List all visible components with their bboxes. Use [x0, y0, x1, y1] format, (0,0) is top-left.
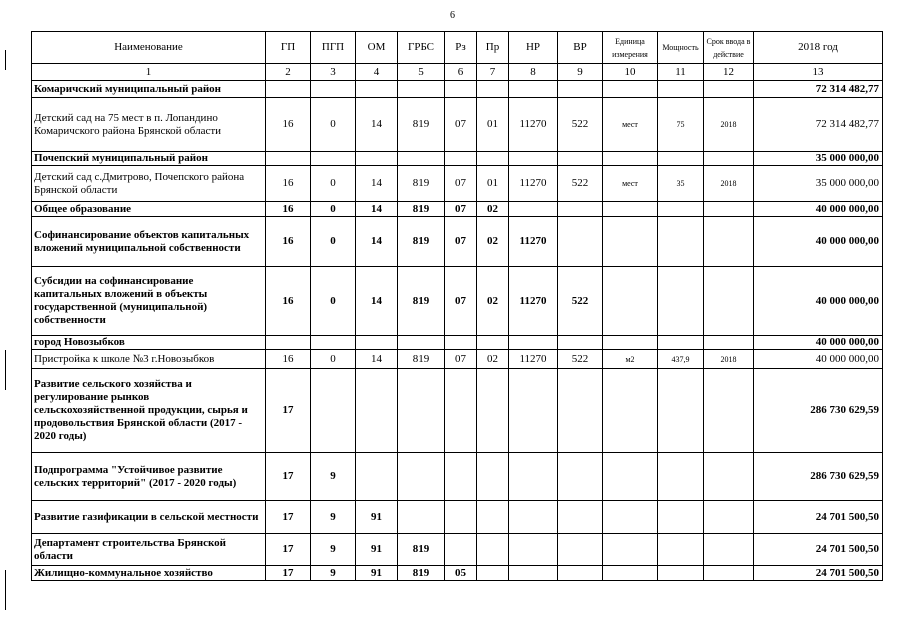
- row-unit: [603, 369, 658, 453]
- row-amount: 40 000 000,00: [754, 267, 883, 336]
- row-amount: 35 000 000,00: [754, 166, 883, 202]
- row-gp: 17: [266, 369, 311, 453]
- column-number: 8: [509, 64, 558, 81]
- row-capacity: [658, 81, 704, 98]
- table-row: [32, 152, 883, 166]
- row-grbs: 819: [398, 566, 445, 581]
- row-amount: 286 730 629,59: [754, 369, 883, 453]
- row-name: Подпрограмма "Устойчивое развитие сельских территорий" (2017 - 2020 годы): [32, 453, 266, 501]
- row-unit: мест: [603, 98, 658, 152]
- row-gp: 17: [266, 534, 311, 566]
- row-gp: 16: [266, 350, 311, 369]
- header-pgp: ПГП: [311, 32, 356, 64]
- row-pgp: 0: [311, 98, 356, 152]
- row-pgp: 0: [311, 217, 356, 267]
- row-pgp: [311, 152, 356, 166]
- row-nr: [509, 152, 558, 166]
- scan-edge-mark: [5, 350, 6, 390]
- row-unit: мест: [603, 166, 658, 202]
- row-amount: 35 000 000,00: [754, 152, 883, 166]
- row-unit: [603, 336, 658, 350]
- header-term: Срок ввода в действие: [704, 32, 754, 64]
- row-grbs: 819: [398, 98, 445, 152]
- row-vr: 522: [558, 350, 603, 369]
- row-unit: [603, 152, 658, 166]
- row-pgp: 0: [311, 350, 356, 369]
- row-pgp: 0: [311, 166, 356, 202]
- row-nr: 11270: [509, 267, 558, 336]
- row-rz: [445, 152, 477, 166]
- table-row: [32, 267, 883, 336]
- row-rz: 07: [445, 166, 477, 202]
- row-pr: [477, 81, 509, 98]
- row-name: Пристройка к школе №3 г.Новозыбков: [32, 350, 266, 369]
- page-number: 6: [450, 10, 455, 21]
- row-pgp: 9: [311, 453, 356, 501]
- row-pr: 02: [477, 350, 509, 369]
- row-grbs: 819: [398, 217, 445, 267]
- row-nr: [509, 534, 558, 566]
- row-grbs: 819: [398, 267, 445, 336]
- row-gp: [266, 336, 311, 350]
- column-number: 7: [477, 64, 509, 81]
- row-vr: [558, 202, 603, 217]
- column-number: 5: [398, 64, 445, 81]
- row-gp: 16: [266, 166, 311, 202]
- row-unit: [603, 534, 658, 566]
- row-vr: [558, 566, 603, 581]
- row-om: 14: [356, 98, 398, 152]
- row-grbs: 819: [398, 202, 445, 217]
- row-om: [356, 369, 398, 453]
- row-amount: 40 000 000,00: [754, 350, 883, 369]
- header-grbs: ГРБС: [398, 32, 445, 64]
- row-pgp: 0: [311, 267, 356, 336]
- row-rz: 05: [445, 566, 477, 581]
- row-grbs: 819: [398, 166, 445, 202]
- column-number: 4: [356, 64, 398, 81]
- row-om: 91: [356, 566, 398, 581]
- row-term: [704, 453, 754, 501]
- row-nr: [509, 336, 558, 350]
- row-pgp: [311, 81, 356, 98]
- row-capacity: 437,9: [658, 350, 704, 369]
- budget-table: [31, 31, 883, 581]
- row-gp: [266, 152, 311, 166]
- row-name: Развитие газификации в сельской местности: [32, 501, 266, 534]
- row-om: 91: [356, 501, 398, 534]
- row-grbs: [398, 336, 445, 350]
- row-pr: 01: [477, 98, 509, 152]
- row-nr: [509, 369, 558, 453]
- row-name: Почепский муниципальный район: [32, 152, 266, 166]
- row-capacity: [658, 369, 704, 453]
- row-unit: [603, 81, 658, 98]
- row-om: [356, 81, 398, 98]
- row-om: 14: [356, 217, 398, 267]
- table-row: [32, 202, 883, 217]
- row-gp: 17: [266, 453, 311, 501]
- row-unit: [603, 217, 658, 267]
- row-rz: 07: [445, 267, 477, 336]
- row-unit: м2: [603, 350, 658, 369]
- row-name: город Новозыбков: [32, 336, 266, 350]
- row-unit: [603, 566, 658, 581]
- row-term: [704, 152, 754, 166]
- header-name: Наименование: [32, 32, 266, 64]
- row-amount: 40 000 000,00: [754, 336, 883, 350]
- header-nr: НР: [509, 32, 558, 64]
- row-capacity: [658, 217, 704, 267]
- header-rz: Рз: [445, 32, 477, 64]
- column-number: 10: [603, 64, 658, 81]
- row-capacity: [658, 152, 704, 166]
- row-name: Жилищно-коммунальное хозяйство: [32, 566, 266, 581]
- table-row: [32, 98, 883, 152]
- row-amount: 24 701 500,50: [754, 501, 883, 534]
- row-grbs: [398, 152, 445, 166]
- row-nr: 11270: [509, 350, 558, 369]
- row-amount: 24 701 500,50: [754, 534, 883, 566]
- row-name: Департамент строительства Брянской области: [32, 534, 266, 566]
- row-term: [704, 202, 754, 217]
- row-pgp: 9: [311, 534, 356, 566]
- table-row: [32, 369, 883, 453]
- row-om: 14: [356, 350, 398, 369]
- row-nr: [509, 566, 558, 581]
- header-year: 2018 год: [754, 32, 883, 64]
- row-amount: 40 000 000,00: [754, 202, 883, 217]
- row-gp: 16: [266, 202, 311, 217]
- row-name: Развитие сельского хозяйства и регулирование рынков сельскохозяйственной продукции, сырья и продовольствия Брянской области (2017 - 2020 годы): [32, 369, 266, 453]
- row-pgp: [311, 369, 356, 453]
- row-rz: 07: [445, 202, 477, 217]
- row-term: [704, 217, 754, 267]
- row-term: [704, 369, 754, 453]
- row-rz: 07: [445, 350, 477, 369]
- row-term: 2018: [704, 166, 754, 202]
- table-row: [32, 453, 883, 501]
- row-capacity: [658, 566, 704, 581]
- row-pr: [477, 453, 509, 501]
- row-unit: [603, 267, 658, 336]
- row-name: Субсидии на софинансирование капитальных вложений в объекты государственной (муниципальной) собственности: [32, 267, 266, 336]
- row-unit: [603, 202, 658, 217]
- row-pr: [477, 566, 509, 581]
- row-gp: 17: [266, 566, 311, 581]
- row-nr: 11270: [509, 166, 558, 202]
- column-number-row: [32, 64, 883, 81]
- row-vr: 522: [558, 98, 603, 152]
- row-vr: [558, 152, 603, 166]
- column-number: 9: [558, 64, 603, 81]
- row-name: Детский сад с.Дмитрово, Почепского района Брянской области: [32, 166, 266, 202]
- row-vr: [558, 81, 603, 98]
- row-pgp: 0: [311, 202, 356, 217]
- row-gp: 16: [266, 98, 311, 152]
- row-gp: [266, 81, 311, 98]
- row-nr: 11270: [509, 98, 558, 152]
- row-vr: [558, 336, 603, 350]
- row-nr: [509, 202, 558, 217]
- row-pr: [477, 501, 509, 534]
- column-number: 3: [311, 64, 356, 81]
- row-term: 2018: [704, 350, 754, 369]
- table-row: [32, 534, 883, 566]
- header-om: ОМ: [356, 32, 398, 64]
- row-nr: 11270: [509, 217, 558, 267]
- header-pr: Пр: [477, 32, 509, 64]
- row-capacity: [658, 453, 704, 501]
- row-nr: [509, 501, 558, 534]
- row-grbs: [398, 81, 445, 98]
- row-grbs: [398, 453, 445, 501]
- row-vr: [558, 217, 603, 267]
- column-number: 12: [704, 64, 754, 81]
- row-capacity: [658, 202, 704, 217]
- row-gp: 16: [266, 217, 311, 267]
- row-grbs: [398, 501, 445, 534]
- row-grbs: 819: [398, 350, 445, 369]
- row-vr: [558, 501, 603, 534]
- header-vr: ВР: [558, 32, 603, 64]
- row-capacity: [658, 336, 704, 350]
- row-rz: [445, 501, 477, 534]
- row-om: [356, 453, 398, 501]
- row-gp: 17: [266, 501, 311, 534]
- table-row: [32, 566, 883, 581]
- row-gp: 16: [266, 267, 311, 336]
- row-pr: 02: [477, 202, 509, 217]
- header-row: [32, 32, 883, 64]
- row-term: [704, 336, 754, 350]
- row-capacity: [658, 534, 704, 566]
- row-vr: 522: [558, 267, 603, 336]
- table-row: [32, 166, 883, 202]
- row-rz: [445, 534, 477, 566]
- row-pgp: 9: [311, 501, 356, 534]
- row-term: [704, 566, 754, 581]
- row-amount: 286 730 629,59: [754, 453, 883, 501]
- row-capacity: [658, 501, 704, 534]
- row-amount: 72 314 482,77: [754, 98, 883, 152]
- row-capacity: [658, 267, 704, 336]
- row-pr: [477, 152, 509, 166]
- row-pr: [477, 369, 509, 453]
- row-pr: 02: [477, 267, 509, 336]
- row-om: 91: [356, 534, 398, 566]
- row-om: 14: [356, 166, 398, 202]
- column-number: 11: [658, 64, 704, 81]
- row-term: [704, 81, 754, 98]
- row-rz: [445, 453, 477, 501]
- row-vr: 522: [558, 166, 603, 202]
- row-rz: [445, 369, 477, 453]
- scan-edge-mark: [5, 570, 6, 610]
- row-term: [704, 267, 754, 336]
- row-capacity: 35: [658, 166, 704, 202]
- row-amount: 40 000 000,00: [754, 217, 883, 267]
- header-unit: Единица измерения: [603, 32, 658, 64]
- row-pgp: 9: [311, 566, 356, 581]
- row-om: [356, 152, 398, 166]
- row-pr: 02: [477, 217, 509, 267]
- table-row: [32, 217, 883, 267]
- row-vr: [558, 453, 603, 501]
- row-rz: [445, 81, 477, 98]
- row-om: 14: [356, 267, 398, 336]
- row-pgp: [311, 336, 356, 350]
- row-nr: [509, 453, 558, 501]
- row-amount: 72 314 482,77: [754, 81, 883, 98]
- row-term: 2018: [704, 98, 754, 152]
- row-rz: 07: [445, 217, 477, 267]
- row-pr: 01: [477, 166, 509, 202]
- row-capacity: 75: [658, 98, 704, 152]
- row-vr: [558, 534, 603, 566]
- row-name: Общее образование: [32, 202, 266, 217]
- column-number: 13: [754, 64, 883, 81]
- row-name: Комаричский муниципальный район: [32, 81, 266, 98]
- row-pr: [477, 534, 509, 566]
- row-name: Детский сад на 75 мест в п. Лопандино Комаричского района Брянской области: [32, 98, 266, 152]
- header-capacity: Мощность: [658, 32, 704, 64]
- row-vr: [558, 369, 603, 453]
- header-gp: ГП: [266, 32, 311, 64]
- row-om: [356, 336, 398, 350]
- column-number: 2: [266, 64, 311, 81]
- row-grbs: [398, 369, 445, 453]
- row-term: [704, 501, 754, 534]
- row-term: [704, 534, 754, 566]
- column-number: 6: [445, 64, 477, 81]
- row-pr: [477, 336, 509, 350]
- column-number: 1: [32, 64, 266, 81]
- row-grbs: 819: [398, 534, 445, 566]
- row-name: Софинансирование объектов капитальных вложений муниципальной собственности: [32, 217, 266, 267]
- row-rz: 07: [445, 98, 477, 152]
- table-row: [32, 501, 883, 534]
- row-nr: [509, 81, 558, 98]
- table-row: [32, 350, 883, 369]
- table-row: [32, 81, 883, 98]
- scan-edge-mark: [5, 50, 6, 70]
- table-row: [32, 336, 883, 350]
- row-amount: 24 701 500,50: [754, 566, 883, 581]
- row-rz: [445, 336, 477, 350]
- row-unit: [603, 453, 658, 501]
- row-unit: [603, 501, 658, 534]
- row-om: 14: [356, 202, 398, 217]
